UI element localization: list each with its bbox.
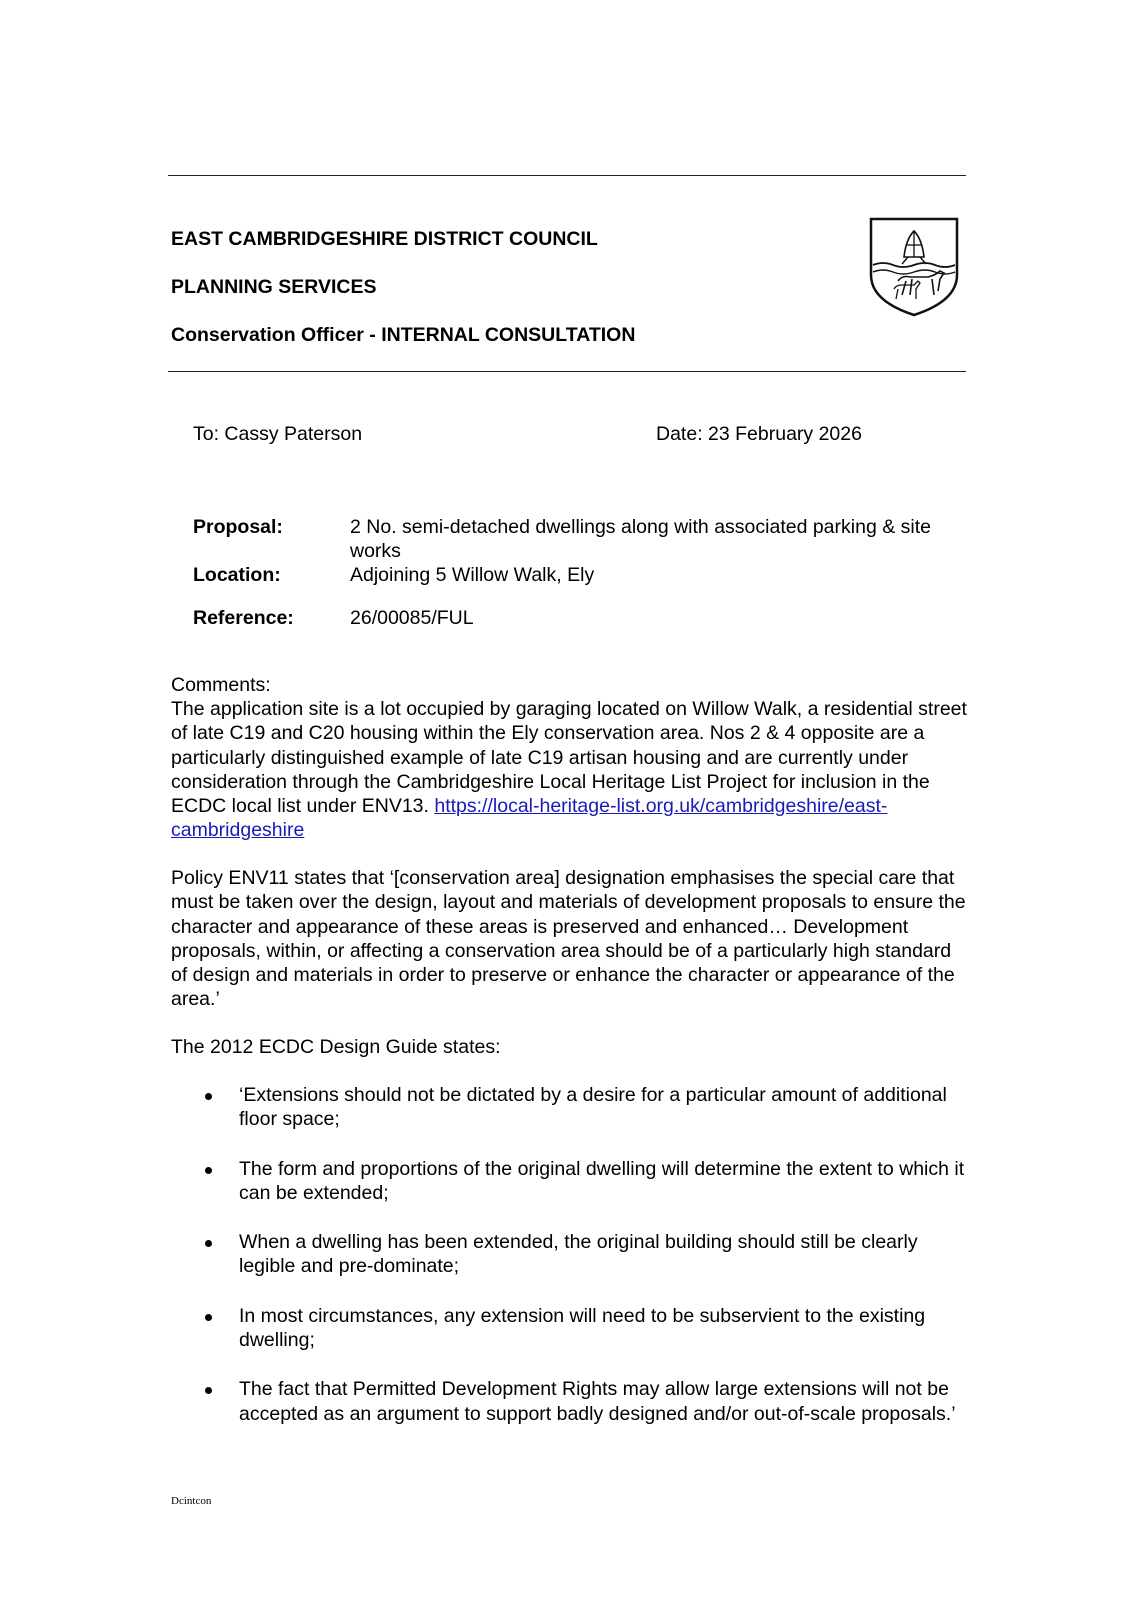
bullet-icon <box>205 1093 212 1100</box>
top-rule <box>168 175 966 176</box>
council-crest-icon <box>868 217 960 317</box>
design-guide-intro: The 2012 ECDC Design Guide states: <box>171 1036 501 1058</box>
list-item: In most circumstances, any extension will need to be subservient to the existing dwelling; <box>171 1304 971 1353</box>
header-bottom-rule <box>168 371 966 372</box>
department-name: PLANNING SERVICES <box>171 276 377 298</box>
location-label: Location: <box>193 564 281 586</box>
design-guide-list <box>171 1083 971 1451</box>
comments-paragraph-1 <box>171 697 971 843</box>
proposal-value: 2 No. semi-detached dwellings along with associated parking & site works <box>350 516 931 562</box>
bullet-icon <box>205 1387 212 1394</box>
comments-paragraph-2: Policy ENV11 states that ‘[conservation area] designation emphasises the special care that must be taken over the design, layout and materials of development proposals to ensure the character and appearance of these areas is preserved and enhanced… Development proposals, within, or affecting a conservation area should be of a particularly high standard of design and materials in order to preserve or enhance the character or appearance of the area.’ <box>171 867 966 1011</box>
bullet-icon <box>205 1240 212 1247</box>
memo-to: To: Cassy Paterson <box>193 423 363 445</box>
footer-code: Dcintcon <box>171 1495 212 1507</box>
memo-date: Date: 23 February 2026 <box>656 423 862 445</box>
bullet-icon <box>205 1314 212 1321</box>
heritage-list-link[interactable]: https://local-heritage-list.org.uk/cambridgeshire/east-cambridgeshire <box>171 795 888 842</box>
paragraph-1-text: The application site is a lot occupied by garaging located on Willow Walk, a residential street of late C19 and C20 housing within the Ely conservation area. Nos 2 & 4 opposite are a particularly distinguished example of late C19 artisan housing and are currently under consideration through the Cambridgeshire Local Heritage List Project for inclusion in the ECDC local list under ENV13. <box>171 698 967 818</box>
list-item: The form and proportions of the original dwelling will determine the extent to which it can be extended; <box>171 1157 971 1206</box>
list-item: When a dwelling has been extended, the original building should still be clearly legible and pre-dominate; <box>171 1230 971 1279</box>
consultation-title: Conservation Officer - INTERNAL CONSULTATION <box>171 324 636 346</box>
reference-value: 26/00085/FUL <box>350 607 474 629</box>
proposal-label: Proposal: <box>193 516 283 538</box>
bullet-icon <box>205 1167 212 1174</box>
comments-heading: Comments: <box>171 674 271 696</box>
council-name: EAST CAMBRIDGESHIRE DISTRICT COUNCIL <box>171 228 598 250</box>
list-item: ‘Extensions should not be dictated by a desire for a particular amount of additional floor space; <box>171 1083 971 1132</box>
reference-label: Reference: <box>193 607 294 629</box>
location-value: Adjoining 5 Willow Walk, Ely <box>350 564 595 586</box>
list-item: The fact that Permitted Development Rights may allow large extensions will not be accepted as an argument to support badly designed and/or out-of-scale proposals.’ <box>171 1377 971 1426</box>
